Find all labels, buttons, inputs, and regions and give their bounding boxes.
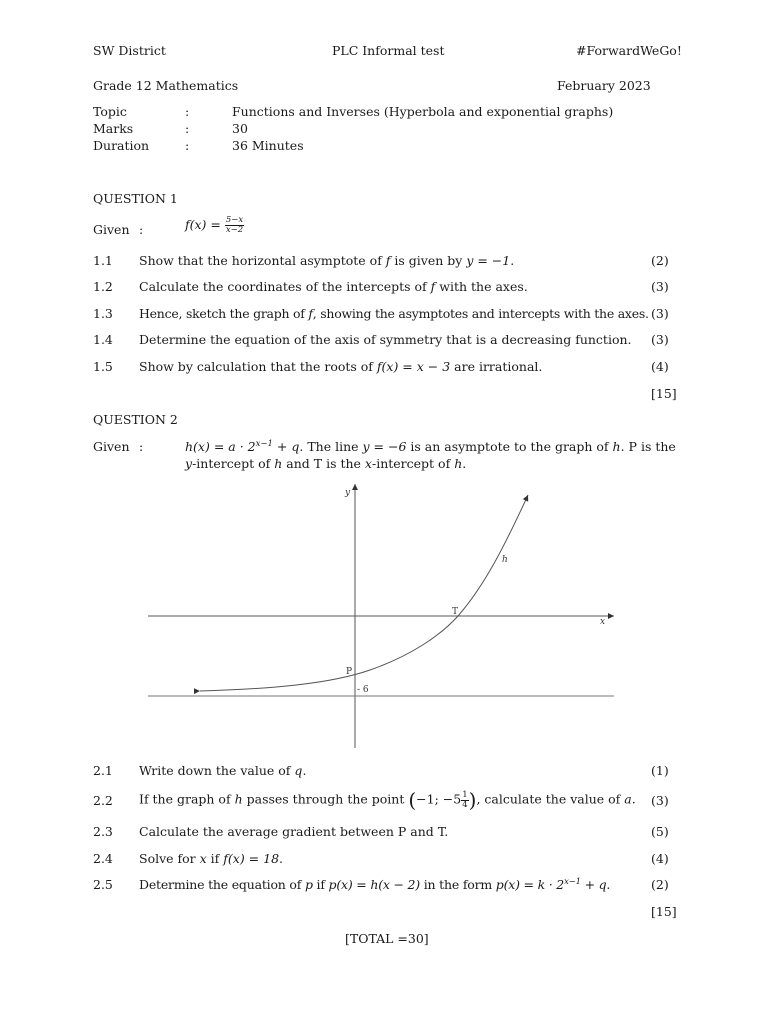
item-number: 2.2 — [93, 793, 113, 808]
test-date: February 2023 — [557, 78, 651, 93]
point-fraction-num: 1 — [462, 789, 468, 800]
math-expr: y = −6 — [362, 439, 407, 455]
meta-topic-sep: : — [185, 104, 190, 119]
text-part: . — [631, 791, 636, 807]
item-text — [139, 763, 306, 778]
q1-fraction-num: 5−x — [225, 215, 244, 225]
item-marks: (3) — [651, 332, 669, 347]
item-number: 1.4 — [93, 332, 113, 347]
item-number: 1.3 — [93, 306, 113, 321]
math-var: a — [624, 791, 632, 807]
text-part: If the graph of — [139, 791, 235, 807]
item-number: 2.5 — [93, 877, 113, 892]
district: SW District — [93, 43, 166, 58]
meta-topic-label: Topic — [93, 104, 127, 119]
meta-marks-label: Marks — [93, 121, 134, 136]
q2-item-2-2 — [0, 788, 768, 812]
item-marks: (5) — [651, 824, 669, 839]
meta-marks-sep: : — [185, 121, 190, 136]
item-marks: (2) — [651, 253, 669, 268]
math-var: q — [294, 763, 303, 778]
math-var: h — [612, 439, 621, 455]
text-part: if — [312, 877, 329, 893]
q2-total: [15] — [651, 904, 677, 919]
text-part: . P is the — [620, 439, 676, 455]
item-text: Calculate the average gradient between P and T. — [139, 824, 449, 839]
q2-item-2-1 — [0, 763, 768, 781]
math-expr: y = −1 — [466, 253, 511, 268]
text-part: . — [462, 456, 467, 471]
text-part: Show by calculation that the roots of — [139, 359, 377, 374]
math-expr: + q — [580, 877, 607, 893]
item-marks: (4) — [651, 359, 669, 374]
math-var: h — [274, 456, 283, 471]
meta-duration-sep: : — [185, 138, 190, 153]
open-paren: ( — [408, 788, 417, 812]
math-var: h — [234, 791, 243, 807]
text-part: Calculate the coordinates of the intercepts of — [139, 279, 431, 294]
math-exponent: x−1 — [255, 439, 273, 449]
item-text — [139, 788, 636, 812]
q2-item-2-5 — [0, 877, 768, 895]
item-marks: (3) — [651, 279, 669, 294]
text-part: , calculate the value of — [476, 791, 625, 807]
question-1-title: QUESTION 1 — [93, 191, 178, 206]
meta-marks-value: 30 — [232, 121, 248, 136]
text-part: . — [302, 763, 307, 778]
q1-total: [15] — [651, 386, 677, 401]
text-part: . — [606, 877, 611, 893]
q2-given-sep: : — [139, 439, 144, 454]
curve-label-h: h — [502, 555, 508, 565]
math-expr: f(x) = 18 — [223, 851, 280, 866]
text-part: . — [510, 253, 515, 268]
item-text: Determine the equation of the axis of symmetry that is a decreasing function. — [139, 332, 632, 347]
q1-given-sep: : — [139, 222, 144, 237]
item-marks: (2) — [651, 877, 669, 892]
hashtag: #ForwardWeGo! — [576, 43, 682, 58]
text-part: is given by — [390, 253, 467, 268]
item-number: 2.3 — [93, 824, 113, 839]
math-exponent: x−1 — [564, 877, 581, 887]
question-2-title: QUESTION 2 — [93, 412, 178, 427]
math-var: f — [308, 306, 313, 321]
math-expr: p(x) = h(x − 2) — [328, 877, 420, 893]
item-number: 1.5 — [93, 359, 113, 374]
text-part: and T is the — [282, 456, 365, 471]
q2-item-2-4 — [0, 851, 768, 869]
item-marks: (3) — [651, 793, 669, 808]
math-var: x — [364, 456, 372, 471]
math-expr: h(x) = a · 2 — [185, 439, 256, 455]
text-part: -intercept of — [192, 456, 275, 471]
math-var: f — [385, 253, 391, 268]
point-p-label: P — [346, 667, 353, 677]
item-marks: (3) — [651, 306, 669, 321]
item-number: 1.2 — [93, 279, 113, 294]
math-var: p — [304, 877, 313, 893]
item-marks: (1) — [651, 763, 669, 778]
y-axis-label: y — [345, 488, 351, 498]
subject: Grade 12 Mathematics — [93, 78, 239, 93]
math-var: y — [185, 456, 193, 471]
point-coords: −1; −5 — [416, 791, 462, 807]
point-fraction — [461, 791, 468, 810]
text-part: . The line — [299, 439, 363, 455]
close-paren: ) — [468, 788, 477, 812]
math-expr: + q — [272, 439, 300, 455]
text-part: -intercept of — [371, 456, 455, 471]
q1-given-label: Given — [93, 222, 130, 237]
text-part: in the form — [419, 877, 496, 893]
text-part: Determine the equation of — [139, 877, 305, 893]
math-expr: p(x) = k · 2 — [495, 877, 565, 893]
item-number: 2.4 — [93, 851, 113, 866]
text-part: passes through the point — [242, 791, 409, 807]
test-name: PLC Informal test — [332, 43, 445, 58]
text-part: Hence, sketch the graph of — [139, 306, 309, 321]
meta-duration-value: 36 Minutes — [232, 138, 304, 153]
q2-item-2-3 — [0, 824, 768, 842]
meta-duration-label: Duration — [93, 138, 150, 153]
text-part: Show that the horizontal asymptote of — [139, 253, 386, 268]
q1-function-lhs: f(x) = — [185, 217, 225, 232]
text-part: with the axes. — [435, 279, 528, 294]
text-part: . — [279, 851, 284, 866]
text-part: , showing the asymptotes and intercepts with the axes. — [312, 306, 649, 321]
item-text — [139, 851, 283, 866]
text-part: Solve for — [139, 851, 200, 866]
meta-topic-value: Functions and Inverses (Hyperbola and exponential graphs) — [232, 104, 614, 119]
text-part: are irrational. — [450, 359, 543, 374]
text-part: is an asymptote to the graph of — [406, 439, 613, 455]
q1-fraction-den: x−2 — [225, 225, 244, 235]
text-part: Write down the value of — [139, 763, 295, 778]
math-var: f — [430, 279, 436, 294]
item-number: 1.1 — [93, 253, 113, 268]
math-expr: f(x) = x − 3 — [376, 359, 451, 374]
text-part: if — [206, 851, 224, 866]
item-marks: (4) — [651, 851, 669, 866]
item-text — [139, 877, 610, 892]
math-var: h — [454, 456, 463, 471]
asymptote-label: - 6 — [357, 685, 369, 695]
q2-given-label: Given — [93, 439, 130, 454]
item-number: 2.1 — [93, 763, 113, 778]
x-axis-label: x — [600, 617, 606, 627]
point-fraction-den: 4 — [462, 799, 468, 810]
grand-total: [TOTAL =30] — [345, 931, 429, 946]
point-t-label: T — [452, 607, 459, 617]
math-var: x — [199, 851, 207, 866]
curve-h — [200, 495, 528, 691]
